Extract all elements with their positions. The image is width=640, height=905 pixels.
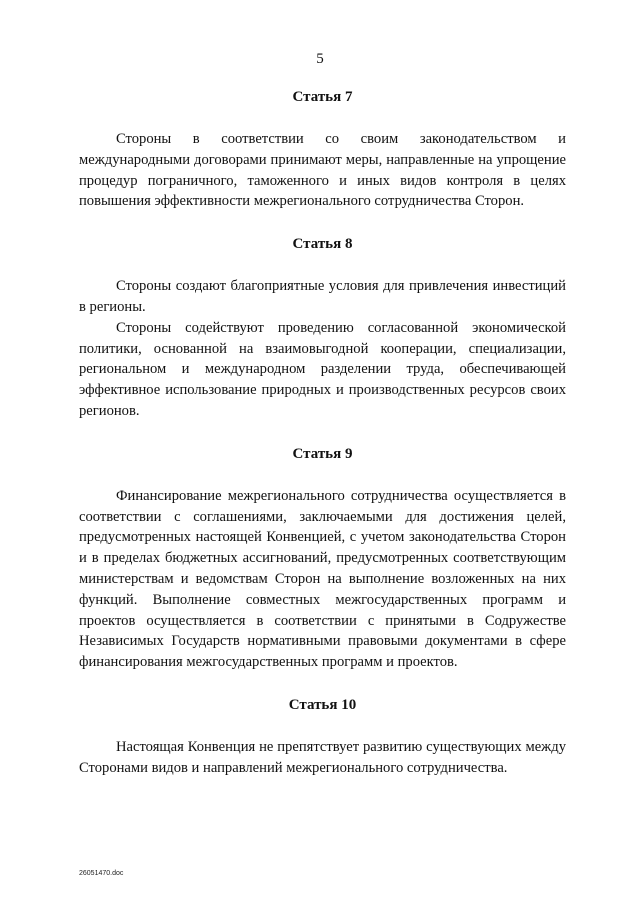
article-9-paragraph-1: Финансирование межрегионального сотрудничества осуществляется в соответствии с соглашениями, заключаемыми для достижения целей, предусмотренных настоящей Конвенцией, с учетом законодательства Сторон и в пределах бюджетных ассигнований, предусмотренных соответствующим министерствам и ведомствам Сторон на выполнение возложенных на них функций. Выполнение совместных межгосударственных программ и проектов осуществляется в соответствии с принятыми в Содружестве Независимых Государств нормативными правовыми документами в сфере финансирования межгосударственных программ и проектов. (79, 487, 566, 671)
article-8-heading: Статья 8 (292, 236, 353, 253)
article-9 (79, 444, 566, 673)
article-8-paragraph-1: Стороны создают благоприятные условия для привлечения инвестиций в регионы. (79, 278, 566, 315)
article-8-paragraph-2: Стороны содействуют проведению согласованной экономической политики, основанной на взаимовыгодной кооперации, специализации, региональном и международном разделении труда, обеспечивающей эффективное использование природных и производственных ресурсов своих регионов. (79, 319, 566, 419)
article-10-heading: Статья 10 (288, 696, 357, 713)
page-number: 5 (316, 51, 324, 67)
article-8 (79, 234, 566, 422)
footer-filename: 26051470.doc (79, 870, 124, 877)
article-10-paragraph-1: Настоящая Конвенция не препятствует развитию существующих между Сторонами видов и направлений межрегионального сотрудничества. (79, 738, 566, 776)
article-7-paragraph-1: Стороны в соответствии со своим законодательством и международными договорами принимают меры, направленные на упрощение процедур пограничного, таможенного и иных видов контроля в целях повышения эффективности межрегионального сотрудничества Сторон. (79, 131, 566, 210)
article-7 (79, 87, 566, 212)
article-7-heading: Статья 7 (292, 89, 353, 105)
article-9-heading: Статья 9 (292, 445, 353, 462)
article-10 (79, 695, 566, 779)
document-body (79, 87, 566, 779)
